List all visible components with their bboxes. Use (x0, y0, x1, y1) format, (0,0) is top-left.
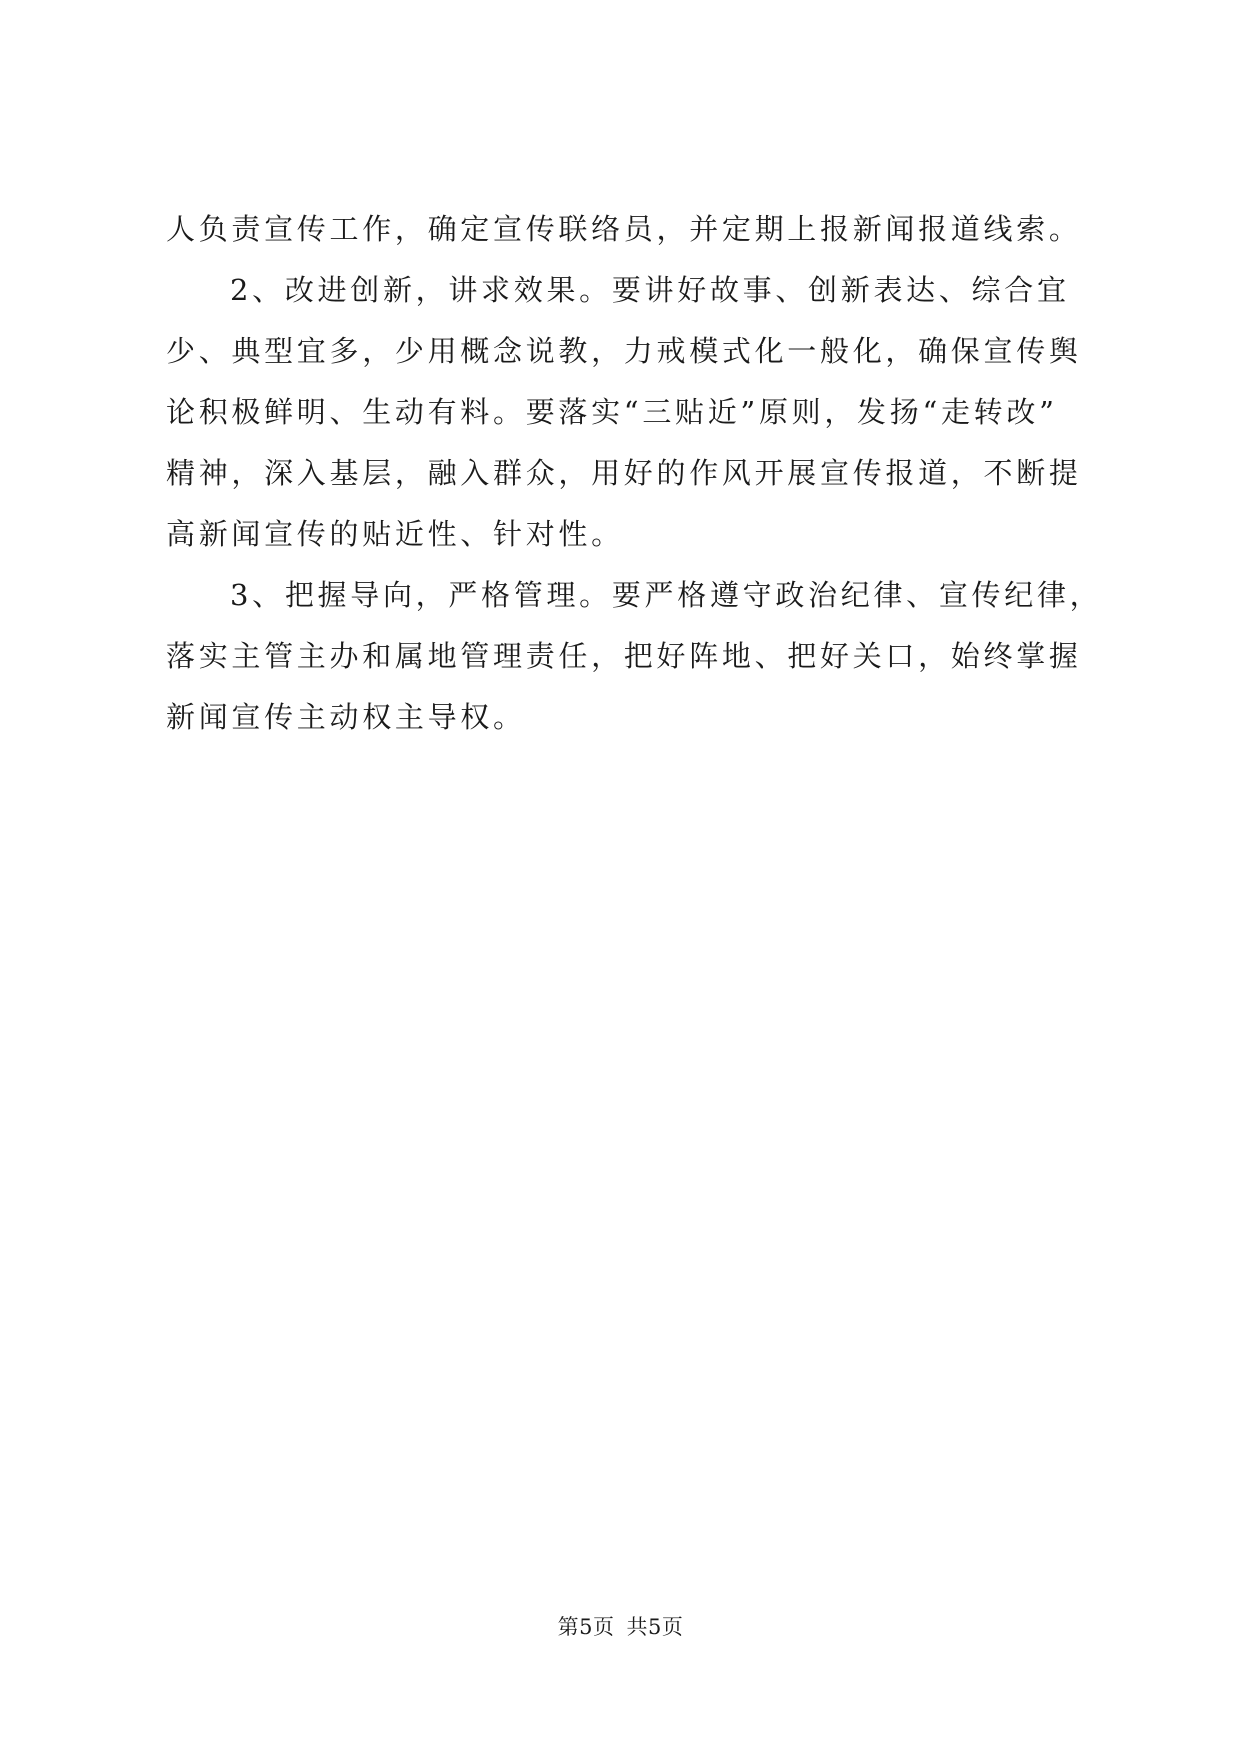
document-body (166, 199, 1103, 748)
page-number-total: 共5页 (626, 1615, 684, 1639)
text-line: 2、改进创新，讲求效果。要讲好故事、创新表达、综合宜 (230, 273, 1070, 307)
page-number-current: 第5页 (557, 1615, 615, 1639)
text-line: 论积极鲜明、生动有料。要落实“三贴近”原则，发扬“走转改” (166, 395, 1058, 429)
page-footer (0, 1612, 1241, 1642)
text-line: 精神，深入基层，融入群众，用好的作风开展宣传报道，不断提 (166, 456, 1082, 490)
text-line: 落实主管主办和属地管理责任，把好阵地、把好关口，始终掌握 (166, 639, 1082, 673)
text-line: 少、典型宜多，少用概念说教，力戒模式化一般化，确保宣传舆 (166, 334, 1082, 368)
text-line: 3、把握导向，严格管理。要严格遵守政治纪律、宣传纪律， (230, 578, 1103, 612)
text-line: 新闻宣传主动权主导权。 (166, 700, 526, 734)
text-line: 人负责宣传工作，确定宣传联络员，并定期上报新闻报道线索。 (166, 212, 1082, 246)
text-line: 高新闻宣传的贴近性、针对性。 (166, 517, 624, 551)
